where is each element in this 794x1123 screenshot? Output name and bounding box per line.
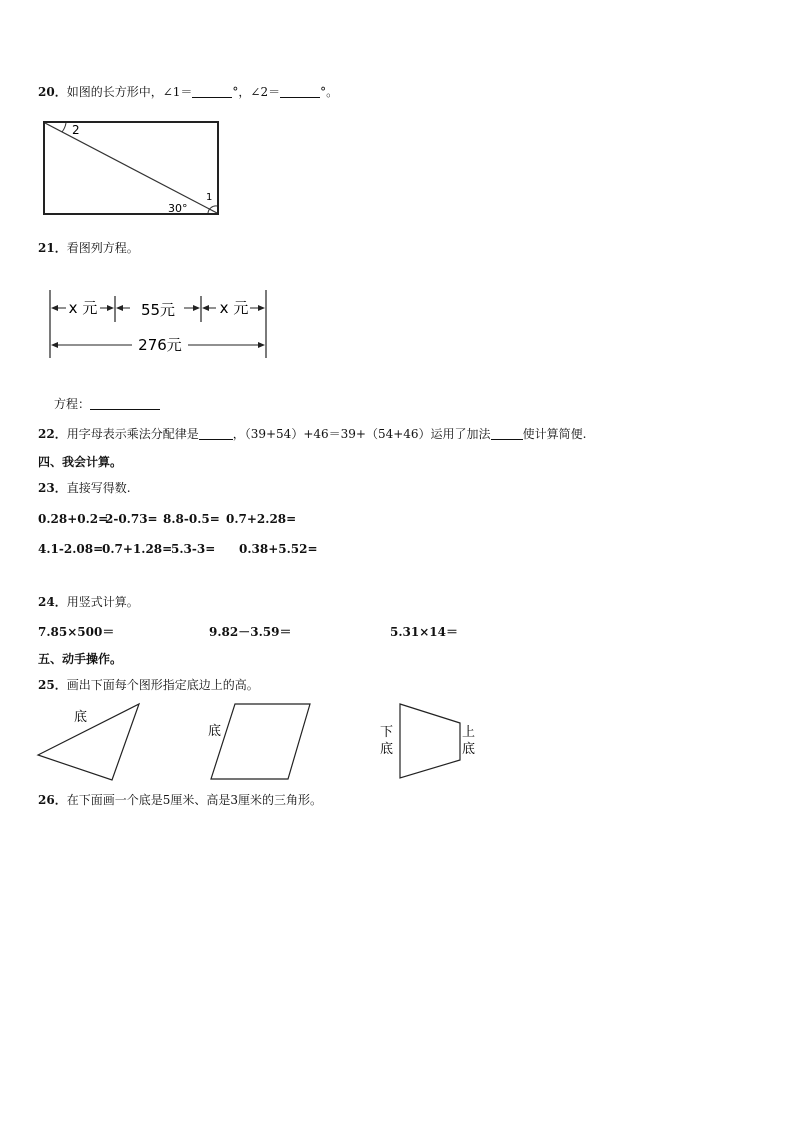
parallelogram-base-label: 底 bbox=[208, 724, 222, 739]
question-text: °。 bbox=[320, 85, 339, 99]
equation-answer bbox=[54, 396, 160, 412]
trapezoid-figure bbox=[378, 702, 482, 784]
calc-item: 0.7+1.28= bbox=[102, 542, 173, 556]
question-number: 24． bbox=[38, 595, 67, 609]
question-22 bbox=[38, 426, 586, 442]
calc-item: 5.3-3= bbox=[171, 542, 216, 556]
trapezoid-top-label-2: 底 bbox=[462, 742, 476, 757]
question-20 bbox=[38, 84, 338, 100]
question-number: 23． bbox=[38, 481, 67, 495]
question-25 bbox=[38, 677, 259, 693]
parallelogram-figure bbox=[205, 702, 315, 784]
question-23 bbox=[38, 480, 131, 496]
calc-item: 0.28+0.2= bbox=[38, 512, 109, 526]
calc-item: 0.38+5.52= bbox=[239, 542, 318, 556]
question-text: ，（39+54）+46＝39+（54+46）运用了加法 bbox=[232, 427, 491, 441]
question-number: 25． bbox=[38, 678, 67, 692]
triangle-figure bbox=[36, 702, 146, 784]
angle-2-label: 2 bbox=[72, 123, 80, 137]
segment-diagram bbox=[48, 288, 270, 360]
answer-blank[interactable] bbox=[192, 85, 232, 98]
answer-blank[interactable] bbox=[90, 397, 160, 410]
question-24 bbox=[38, 594, 139, 610]
section-4-title: 四、我会计算。 bbox=[38, 455, 123, 469]
question-26 bbox=[38, 792, 322, 808]
answer-blank[interactable] bbox=[491, 427, 523, 440]
calc-item: 0.7+2.28= bbox=[226, 512, 297, 526]
question-text: 看图列方程。 bbox=[66, 241, 139, 255]
trapezoid-bottom-label-1: 下 bbox=[380, 725, 394, 740]
question-text: 用字母表示乘法分配律是 bbox=[66, 427, 199, 441]
trapezoid-bottom-label-2: 底 bbox=[380, 742, 394, 757]
trapezoid-top-label-1: 上 bbox=[462, 725, 476, 740]
question-number: 26． bbox=[38, 793, 67, 807]
question-number: 20． bbox=[38, 85, 67, 99]
angle-1-label: 1 bbox=[206, 192, 213, 203]
calc-item: 5.31×14＝ bbox=[390, 625, 458, 639]
question-text: 用竖式计算。 bbox=[66, 595, 139, 609]
calc-item: 4.1-2.08= bbox=[38, 542, 104, 556]
segment-left-label: x 元 bbox=[68, 299, 98, 317]
question-text: 画出下面每个图形指定底边上的高。 bbox=[66, 678, 259, 692]
segment-middle-label: 55元 bbox=[140, 301, 176, 319]
question-number: 22． bbox=[38, 427, 67, 441]
answer-blank[interactable] bbox=[280, 85, 320, 98]
rectangle-figure bbox=[42, 120, 222, 218]
question-21 bbox=[38, 240, 139, 256]
answer-label: 方程： bbox=[54, 397, 91, 411]
angle-30-label: 30° bbox=[168, 202, 188, 215]
calc-item: 8.8-0.5= bbox=[163, 512, 220, 526]
question-text: 直接写得数. bbox=[66, 481, 131, 495]
total-label: 276元 bbox=[138, 336, 182, 354]
segment-right-label: x 元 bbox=[219, 299, 249, 317]
calc-item: 2-0.73= bbox=[105, 512, 158, 526]
question-text: 如图的长方形中，∠1＝ bbox=[66, 85, 193, 99]
calc-item: 7.85×500＝ bbox=[38, 625, 115, 639]
question-number: 21． bbox=[38, 241, 67, 255]
triangle-base-label: 底 bbox=[74, 710, 88, 725]
section-5-title: 五、动手操作。 bbox=[38, 652, 123, 666]
question-text: 在下面画一个底是5厘米、高是3厘米的三角形。 bbox=[66, 793, 322, 807]
drawing-area[interactable] bbox=[38, 816, 738, 1076]
question-text: °，∠2＝ bbox=[232, 85, 281, 99]
question-text: 使计算简便. bbox=[522, 427, 587, 441]
calc-item: 9.82－3.59＝ bbox=[209, 625, 292, 639]
answer-blank[interactable] bbox=[199, 427, 233, 440]
